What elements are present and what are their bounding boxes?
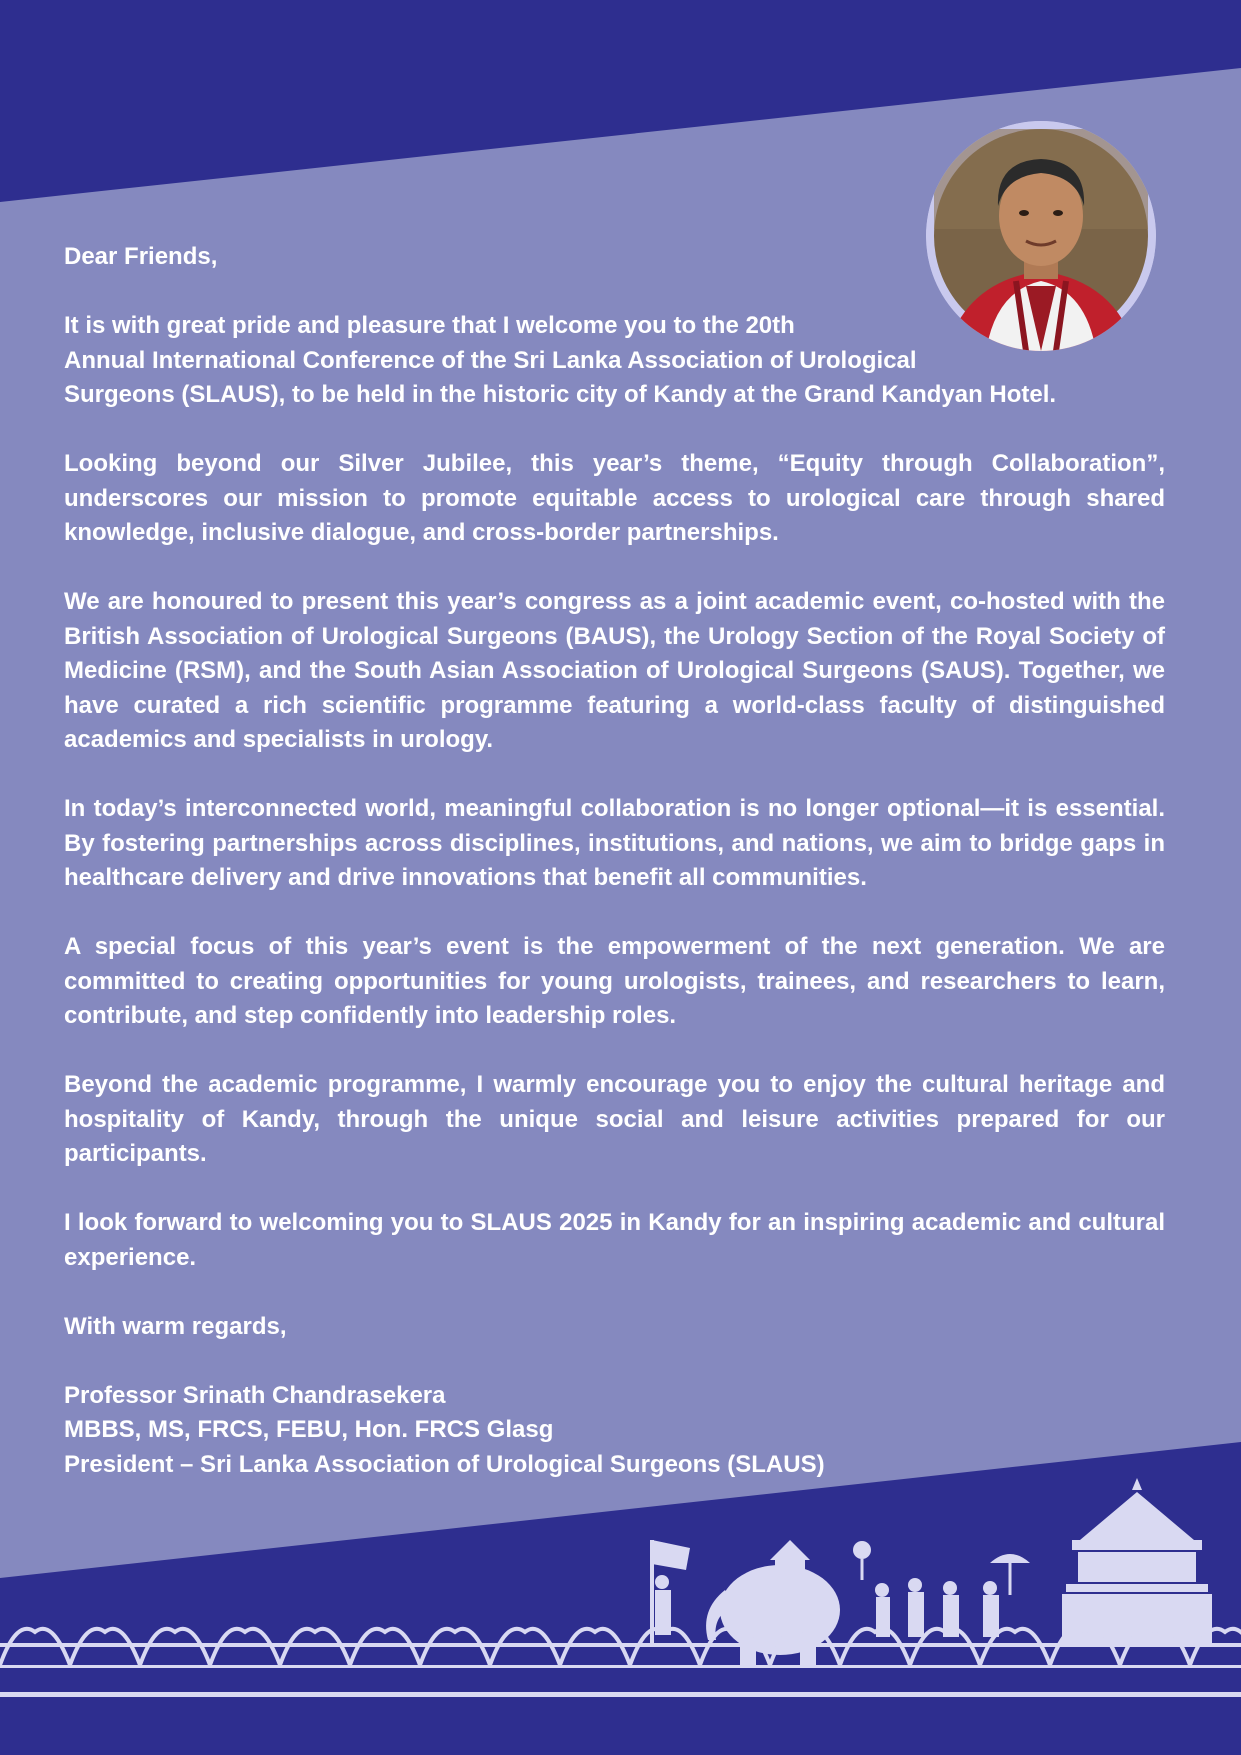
kandy-cultural-artwork: [0, 1460, 1241, 1720]
intro-line: Annual International Conference of the Sri Lanka Association of Urological: [64, 346, 917, 374]
temple-icon: [1062, 1478, 1212, 1644]
signature-title: President – Sri Lanka Association of Urological Surgeons (SLAUS): [64, 1450, 825, 1478]
kandyan-border-pattern: [0, 1629, 1241, 1697]
closing: With warm regards,: [64, 1312, 287, 1340]
collaboration-paragraph: In today’s interconnected world, meaningful collaboration is no longer optional—it is essential. By fostering partnerships across disciplines, institutions, and nations, we aim to bridge gaps in healthcare delivery and drive innovations that benefit all communities.: [64, 795, 1165, 891]
signature-name: Professor Srinath Chandrasekera: [64, 1381, 446, 1409]
closing-invitation-paragraph: I look forward to welcoming you to SLAUS 2025 in Kandy for an inspiring academic and cultural experience.: [64, 1209, 1165, 1271]
cohost-paragraph: We are honoured to present this year’s congress as a joint academic event, co-hosted with the British Association of Urological Surgeons (BAUS), the Urology Section of the Royal Society of Medicine (RSM), and the South Asian Association of Urological Surgeons (SAUS). Together, we have curated a rich scientific programme featuring a world-class faculty of distinguished academics and specialists in urology.: [64, 588, 1165, 753]
intro-line: Surgeons (SLAUS), to be held in the historic city of Kandy at the Grand Kandyan Hotel.: [64, 381, 1057, 408]
welcome-letter: [64, 240, 1165, 1482]
intro-paragraph: [64, 309, 1165, 413]
salutation: Dear Friends,: [64, 243, 218, 270]
dancers-icon: [853, 1541, 999, 1637]
intro-line: It is with great pride and pleasure that I welcome you to the 20th: [64, 312, 795, 339]
kandy-paragraph: Beyond the academic programme, I warmly encourage you to enjoy the cultural heritage and hospitality of Kandy, through the unique social and leisure activities prepared for our participants.: [64, 1071, 1165, 1167]
next-generation-paragraph: A special focus of this year’s event is the empowerment of the next generation. We are committed to creating opportunities for young urologists, trainees, and researchers to learn, contribute, and step confidently into leadership roles.: [64, 933, 1165, 1029]
theme-paragraph: Looking beyond our Silver Jubilee, this year’s theme, “Equity through Collaboration”, underscores our mission to promote equitable access to urological care through shared knowledge, inclusive dialogue, and cross-border partnerships.: [64, 450, 1165, 546]
signature-credentials: MBBS, MS, FRCS, FEBU, Hon. FRCS Glasg: [64, 1416, 554, 1443]
